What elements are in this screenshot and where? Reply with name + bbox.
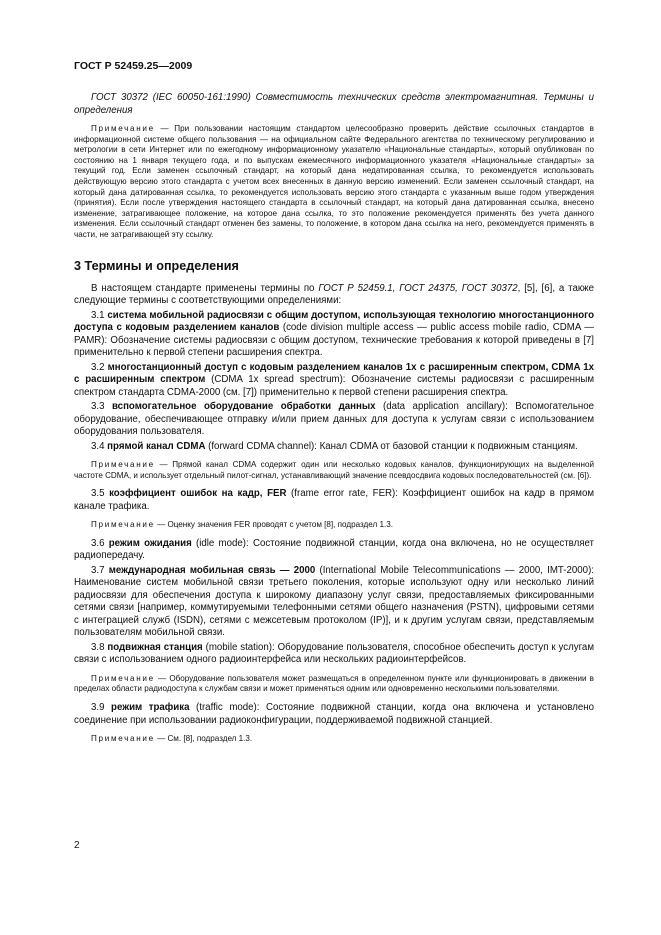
term-3-1: [74, 310, 594, 360]
term-3-2: [74, 362, 594, 400]
term-definition: (forward CDMA channel): Канал CDMA от базовой станции к подвижным станциям.: [205, 440, 578, 452]
term-number: 3.4: [91, 440, 108, 452]
term-name: коэффициент ошибок на кадр, FER: [109, 488, 287, 500]
reference-entry: ГОСТ 30372 (IEC 60050-161:1990) Совместимость технических средств электромагнитная. Термины и определения: [74, 92, 594, 116]
note-main: [74, 124, 594, 241]
term-name: прямой канал CDMA: [107, 440, 206, 452]
term-name: система мобильной радиосвязи с общим доступом, использующая технологию многостанционного доступа с кодовым разделением каналов: [74, 309, 594, 334]
note-text: — См. [8], подраздел 1.3.: [154, 734, 253, 743]
term-definition: (mobile station): Оборудование пользователя, способное обеспечить доступ к услугам связи с использованием одного радиоинтерфейса или нескольких радиоинтерфейсов.: [74, 641, 594, 666]
note-label: Примечание: [91, 520, 155, 530]
page-number: 2: [74, 840, 80, 851]
term-name: вспомогательное оборудование обработки данных: [111, 401, 376, 413]
note-3-8: [74, 674, 594, 695]
term-3-9: [74, 702, 594, 727]
term-3-3: [74, 401, 594, 439]
term-definition: (traffic mode): Состояние подвижной станции, когда она включена и установлено соединение при использовании радиоконфигурации, поддерживаемой подвижной станцией.: [74, 702, 595, 726]
term-name: международная мобильная связь — 2000: [108, 564, 316, 576]
document-body: [74, 92, 594, 745]
term-number: 3.9: [91, 702, 112, 713]
term-definition: (International Mobile Telecommunications — 2000, IMT-2000): Наименование систем мобильной связи третьего поколения, которые используют одну или несколько линий радиосвязи для обеспечения доступа к широкому диапазону услуг связи, предоставляемых фиксированными сетями связи [например, коммутируемыми телефонными сетями общего назначения (PSTN), цифровыми сетями с интеграцией служб (ISDN), сетями с межсетевым протоколом (IP)], и к другим услугам связи, представляемым пользователям мобильной связи.: [74, 564, 594, 639]
section-title: 3 Термины и определения: [74, 258, 239, 273]
term-number: 3.2: [91, 361, 108, 373]
term-3-5: [74, 488, 594, 513]
term-number: 3.7: [91, 564, 109, 576]
term-number: 3.1: [91, 309, 108, 321]
term-3-7: [74, 565, 594, 640]
section-intro: [74, 283, 594, 308]
term-definition: (code division multiple access — public access mobile radio, CDMA — PAMR): Обозначение системы радиосвязи с общим доступом, технические требования к которой приведены в [7] применительно к первой степени расширения спектра.: [74, 322, 594, 359]
document-header: ГОСТ Р 52459.25—2009: [74, 60, 193, 72]
term-number: 3.8: [91, 641, 108, 653]
note-3-9: [74, 734, 594, 745]
note-text: — При пользовании настоящим стандартом целесообразно проверить действие ссылочных стандартов в информационной системе общего пользования — на официальном сайте Федерального агентства по техническому регулированию и метрологии в сети Интернет или по ежегодному информационному указателю «Национальные стандарты», который опубликован по состоянию на 1 января текущего года, и по выпускам ежемесячного информационного указателя «Национальные стандарты» за текущий год. Если заменен ссылочный стандарт, на который дана недатированная ссылка, то рекомендуется использовать действующую версию этого стандарта с учетом всех внесенных в данную версию изменений. Если заменен ссылочный стандарт, на который дана датированная ссылка, то рекомендуется использовать версию этого стандарта с указанным выше годом утверждения (принятия). Если после утверждения настоящего стандарта в ссылочный стандарт, на который дана датированная ссылка, внесено изменение, затрагивающее положение, на которое дана ссылка, то это положение рекомендуется применять без учета данного изменения. Если ссылочный стандарт отменен без замены, то положение, в котором дана ссылка на него, рекомендуется применять в части, не затрагивающей эту ссылку.: [74, 124, 594, 239]
note-label: Примечание: [91, 124, 155, 133]
term-3-6: [74, 538, 594, 563]
note-label: Примечание: [91, 673, 155, 683]
note-3-4: [74, 460, 594, 481]
intro-after: , [5], [6], а также следующие термины с соответствующими определениями:: [74, 282, 594, 307]
note-3-5: [74, 520, 594, 531]
term-number: 3.5: [91, 488, 110, 500]
term-definition: (data application ancillary): Вспомогательное оборудование, обеспечивающее отправку и/или прием данных для доступа к услугам связи с использованием оборудования пользователя.: [74, 401, 594, 438]
note-text: — Оценку значения FER проводят с учетом [8], подраздел 1.3.: [154, 520, 393, 530]
term-definition: (idle mode): Состояние подвижной станции, когда она включена, но не осуществляет радиопередачу.: [74, 537, 594, 562]
note-text: — Прямой канал CDMA содержит один или несколько кодовых каналов, функционирующих на выделенной частоте CDMA, и использует отдельный пилот-сигнал, устанавливающий значение псевдосдвига кодовых последовательностей (см. [6]).: [74, 460, 594, 480]
note-label: Примечание: [91, 460, 155, 470]
term-3-8: [74, 642, 594, 667]
note-text: — Оборудование пользователя может размещаться в определенном пункте или функционировать в движении в пределах области радиодоступа к службам связи и может применяться одним или одновременно несколькими пользователями.: [74, 673, 594, 694]
term-name: подвижная станция: [107, 641, 203, 653]
term-name: многостанционный доступ с кодовым разделением каналов 1x с расширенным спектром, CDMA 1x с расширенным спектром: [74, 361, 594, 386]
term-definition: (frame error rate, FER): Коэффициент ошибок на кадр в прямом канале трафика.: [74, 488, 595, 512]
intro-refs: ГОСТ Р 52459.1, ГОСТ 24375, ГОСТ 30372: [318, 282, 518, 294]
intro-before: В настоящем стандарте применены термины по: [91, 282, 319, 294]
term-name: режим трафика: [111, 702, 190, 713]
term-number: 3.3: [91, 401, 112, 413]
term-3-4: [74, 441, 594, 454]
note-label: Примечание: [91, 734, 155, 743]
term-name: режим ожидания: [108, 537, 192, 549]
term-definition: (CDMA 1x spread spectrum): Обозначение системы радиосвязи с расширенным спектром стандарта CDMA-2000 (см. [7]) применительно к первой степени расширения спектра.: [74, 374, 594, 398]
term-number: 3.6: [91, 537, 109, 549]
